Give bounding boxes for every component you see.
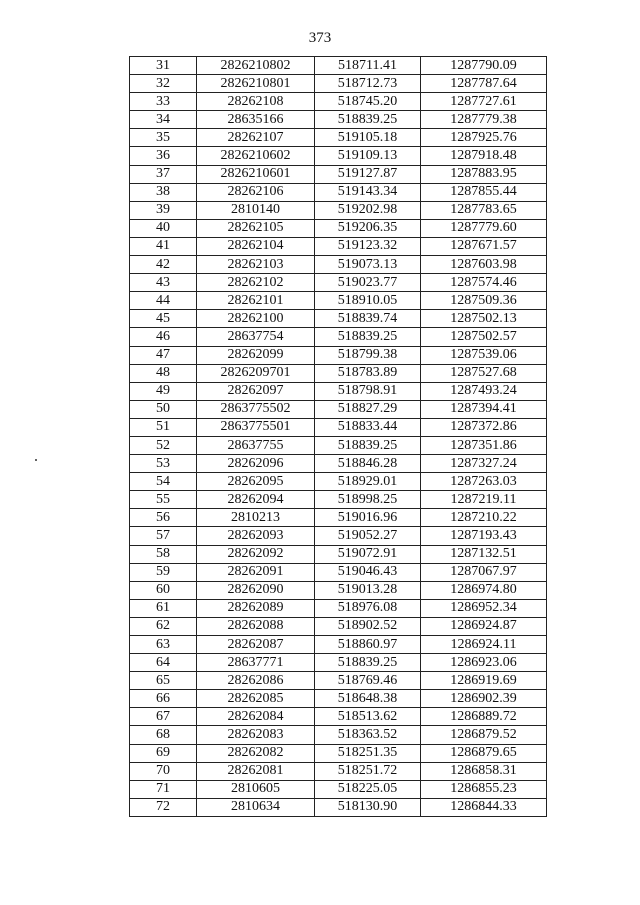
x-coordinate-cell: 518769.46 — [315, 672, 421, 690]
y-coordinate-cell: 1286924.11 — [421, 636, 547, 654]
point-id-cell: 2826210602 — [197, 147, 315, 165]
y-coordinate-cell: 1287855.44 — [421, 183, 547, 201]
table-row — [130, 690, 547, 708]
table-row — [130, 364, 547, 382]
y-coordinate-cell: 1287527.68 — [421, 364, 547, 382]
point-id-cell: 2826210801 — [197, 75, 315, 93]
y-coordinate-cell: 1286974.80 — [421, 581, 547, 599]
point-number-cell: 36 — [130, 147, 197, 165]
point-number-cell: 46 — [130, 328, 197, 346]
x-coordinate-cell: 518839.25 — [315, 111, 421, 129]
table-row — [130, 400, 547, 418]
y-coordinate-cell: 1287779.38 — [421, 111, 547, 129]
table-row — [130, 527, 547, 545]
point-id-cell: 28262104 — [197, 237, 315, 255]
y-coordinate-cell: 1287727.61 — [421, 93, 547, 111]
point-id-cell: 28637755 — [197, 436, 315, 454]
table-row — [130, 654, 547, 672]
y-coordinate-cell: 1286919.69 — [421, 672, 547, 690]
y-coordinate-cell: 1287193.43 — [421, 527, 547, 545]
x-coordinate-cell: 518860.97 — [315, 636, 421, 654]
page-number: 373 — [308, 30, 332, 46]
x-coordinate-cell: 518929.01 — [315, 473, 421, 491]
table-row — [130, 636, 547, 654]
table-row — [130, 726, 547, 744]
point-id-cell: 28262105 — [197, 219, 315, 237]
x-coordinate-cell: 518839.25 — [315, 436, 421, 454]
table-row — [130, 382, 547, 400]
point-id-cell: 28262092 — [197, 545, 315, 563]
point-number-cell: 43 — [130, 274, 197, 292]
x-coordinate-cell: 518513.62 — [315, 708, 421, 726]
point-id-cell: 28262093 — [197, 527, 315, 545]
x-coordinate-cell: 518998.25 — [315, 491, 421, 509]
x-coordinate-cell: 519016.96 — [315, 509, 421, 527]
table-row — [130, 346, 547, 364]
y-coordinate-cell: 1286902.39 — [421, 690, 547, 708]
point-id-cell: 28262082 — [197, 744, 315, 762]
y-coordinate-cell: 1286879.52 — [421, 726, 547, 744]
point-id-cell: 28262106 — [197, 183, 315, 201]
y-coordinate-cell: 1287779.60 — [421, 219, 547, 237]
x-coordinate-cell: 519105.18 — [315, 129, 421, 147]
x-coordinate-cell: 518833.44 — [315, 418, 421, 436]
x-coordinate-cell: 518798.91 — [315, 382, 421, 400]
x-coordinate-cell: 519023.77 — [315, 274, 421, 292]
x-coordinate-cell: 519123.32 — [315, 237, 421, 255]
table-row — [130, 798, 547, 816]
y-coordinate-cell: 1287327.24 — [421, 455, 547, 473]
y-coordinate-cell: 1287790.09 — [421, 57, 547, 75]
point-number-cell: 52 — [130, 436, 197, 454]
point-number-cell: 41 — [130, 237, 197, 255]
point-id-cell: 28262102 — [197, 274, 315, 292]
point-number-cell: 42 — [130, 256, 197, 274]
point-id-cell: 2826209701 — [197, 364, 315, 382]
point-id-cell: 2810140 — [197, 201, 315, 219]
point-id-cell: 28637771 — [197, 654, 315, 672]
y-coordinate-cell: 1286889.72 — [421, 708, 547, 726]
point-number-cell: 53 — [130, 455, 197, 473]
y-coordinate-cell: 1287502.57 — [421, 328, 547, 346]
table-row — [130, 545, 547, 563]
point-number-cell: 60 — [130, 581, 197, 599]
point-id-cell: 2810605 — [197, 780, 315, 798]
y-coordinate-cell: 1287918.48 — [421, 147, 547, 165]
x-coordinate-cell: 518902.52 — [315, 617, 421, 635]
table-row — [130, 436, 547, 454]
point-number-cell: 65 — [130, 672, 197, 690]
point-number-cell: 61 — [130, 599, 197, 617]
y-coordinate-cell: 1287539.06 — [421, 346, 547, 364]
y-coordinate-cell: 1287132.51 — [421, 545, 547, 563]
y-coordinate-cell: 1287787.64 — [421, 75, 547, 93]
table-row — [130, 418, 547, 436]
table-row — [130, 147, 547, 165]
x-coordinate-cell: 518839.74 — [315, 310, 421, 328]
point-number-cell: 40 — [130, 219, 197, 237]
table-row — [130, 201, 547, 219]
y-coordinate-cell: 1286844.33 — [421, 798, 547, 816]
point-id-cell: 28262085 — [197, 690, 315, 708]
point-id-cell: 28262083 — [197, 726, 315, 744]
x-coordinate-cell: 518783.89 — [315, 364, 421, 382]
point-id-cell: 28262096 — [197, 455, 315, 473]
point-number-cell: 47 — [130, 346, 197, 364]
table-row — [130, 491, 547, 509]
point-id-cell: 28262090 — [197, 581, 315, 599]
point-id-cell: 28262086 — [197, 672, 315, 690]
point-number-cell: 51 — [130, 418, 197, 436]
point-id-cell: 2826210601 — [197, 165, 315, 183]
table-body — [130, 57, 547, 817]
x-coordinate-cell: 519013.28 — [315, 581, 421, 599]
point-id-cell: 28262099 — [197, 346, 315, 364]
point-id-cell: 2826210802 — [197, 57, 315, 75]
point-id-cell: 28635166 — [197, 111, 315, 129]
x-coordinate-cell: 519109.13 — [315, 147, 421, 165]
y-coordinate-cell: 1287372.86 — [421, 418, 547, 436]
y-coordinate-cell: 1286952.34 — [421, 599, 547, 617]
x-coordinate-cell: 519206.35 — [315, 219, 421, 237]
x-coordinate-cell: 518711.41 — [315, 57, 421, 75]
table-row — [130, 780, 547, 798]
x-coordinate-cell: 518363.52 — [315, 726, 421, 744]
point-id-cell: 2810634 — [197, 798, 315, 816]
y-coordinate-cell: 1287574.46 — [421, 274, 547, 292]
point-number-cell: 72 — [130, 798, 197, 816]
point-id-cell: 2863775501 — [197, 418, 315, 436]
point-number-cell: 49 — [130, 382, 197, 400]
point-number-cell: 69 — [130, 744, 197, 762]
point-number-cell: 62 — [130, 617, 197, 635]
table-row — [130, 219, 547, 237]
table-row — [130, 57, 547, 75]
point-id-cell: 28262103 — [197, 256, 315, 274]
table-row — [130, 75, 547, 93]
point-id-cell: 28262081 — [197, 762, 315, 780]
table-row — [130, 617, 547, 635]
point-number-cell: 67 — [130, 708, 197, 726]
x-coordinate-cell: 518846.28 — [315, 455, 421, 473]
point-number-cell: 39 — [130, 201, 197, 219]
table-row — [130, 111, 547, 129]
x-coordinate-cell: 519127.87 — [315, 165, 421, 183]
x-coordinate-cell: 518745.20 — [315, 93, 421, 111]
coordinates-table — [129, 56, 547, 817]
point-id-cell: 28262101 — [197, 292, 315, 310]
point-id-cell: 28262094 — [197, 491, 315, 509]
y-coordinate-cell: 1287493.24 — [421, 382, 547, 400]
scan-speck — [35, 459, 37, 461]
x-coordinate-cell: 518839.25 — [315, 654, 421, 672]
table-row — [130, 129, 547, 147]
point-number-cell: 66 — [130, 690, 197, 708]
table-row — [130, 563, 547, 581]
point-number-cell: 48 — [130, 364, 197, 382]
x-coordinate-cell: 519073.13 — [315, 256, 421, 274]
point-number-cell: 54 — [130, 473, 197, 491]
y-coordinate-cell: 1287394.41 — [421, 400, 547, 418]
point-id-cell: 28262107 — [197, 129, 315, 147]
table-row — [130, 274, 547, 292]
x-coordinate-cell: 518130.90 — [315, 798, 421, 816]
table-row — [130, 237, 547, 255]
x-coordinate-cell: 518712.73 — [315, 75, 421, 93]
table-row — [130, 599, 547, 617]
point-id-cell: 28262088 — [197, 617, 315, 635]
x-coordinate-cell: 518251.72 — [315, 762, 421, 780]
point-number-cell: 59 — [130, 563, 197, 581]
point-id-cell: 2810213 — [197, 509, 315, 527]
y-coordinate-cell: 1286923.06 — [421, 654, 547, 672]
point-number-cell: 58 — [130, 545, 197, 563]
table-row — [130, 183, 547, 201]
point-number-cell: 63 — [130, 636, 197, 654]
point-number-cell: 31 — [130, 57, 197, 75]
table-row — [130, 744, 547, 762]
point-id-cell: 28262087 — [197, 636, 315, 654]
point-id-cell: 28637754 — [197, 328, 315, 346]
point-id-cell: 28262100 — [197, 310, 315, 328]
table-row — [130, 473, 547, 491]
y-coordinate-cell: 1287210.22 — [421, 509, 547, 527]
table-row — [130, 93, 547, 111]
point-id-cell: 2863775502 — [197, 400, 315, 418]
y-coordinate-cell: 1287263.03 — [421, 473, 547, 491]
table-row — [130, 328, 547, 346]
point-number-cell: 37 — [130, 165, 197, 183]
table-row — [130, 581, 547, 599]
x-coordinate-cell: 518910.05 — [315, 292, 421, 310]
x-coordinate-cell: 518648.38 — [315, 690, 421, 708]
point-id-cell: 28262084 — [197, 708, 315, 726]
point-number-cell: 45 — [130, 310, 197, 328]
y-coordinate-cell: 1287067.97 — [421, 563, 547, 581]
point-number-cell: 64 — [130, 654, 197, 672]
point-number-cell: 33 — [130, 93, 197, 111]
point-id-cell: 28262095 — [197, 473, 315, 491]
y-coordinate-cell: 1287671.57 — [421, 237, 547, 255]
y-coordinate-cell: 1286858.31 — [421, 762, 547, 780]
x-coordinate-cell: 518225.05 — [315, 780, 421, 798]
point-number-cell: 32 — [130, 75, 197, 93]
y-coordinate-cell: 1287925.76 — [421, 129, 547, 147]
table-row — [130, 509, 547, 527]
table-row — [130, 256, 547, 274]
point-number-cell: 44 — [130, 292, 197, 310]
point-number-cell: 55 — [130, 491, 197, 509]
y-coordinate-cell: 1287219.11 — [421, 491, 547, 509]
point-number-cell: 71 — [130, 780, 197, 798]
y-coordinate-cell: 1286924.87 — [421, 617, 547, 635]
y-coordinate-cell: 1287502.13 — [421, 310, 547, 328]
table-row — [130, 310, 547, 328]
y-coordinate-cell: 1286879.65 — [421, 744, 547, 762]
x-coordinate-cell: 518251.35 — [315, 744, 421, 762]
y-coordinate-cell: 1287509.36 — [421, 292, 547, 310]
y-coordinate-cell: 1287883.95 — [421, 165, 547, 183]
table-row — [130, 762, 547, 780]
x-coordinate-cell: 519046.43 — [315, 563, 421, 581]
point-id-cell: 28262089 — [197, 599, 315, 617]
point-number-cell: 68 — [130, 726, 197, 744]
y-coordinate-cell: 1286855.23 — [421, 780, 547, 798]
table-row — [130, 708, 547, 726]
point-number-cell: 70 — [130, 762, 197, 780]
x-coordinate-cell: 519052.27 — [315, 527, 421, 545]
table-row — [130, 292, 547, 310]
point-number-cell: 50 — [130, 400, 197, 418]
table-row — [130, 455, 547, 473]
point-id-cell: 28262108 — [197, 93, 315, 111]
x-coordinate-cell: 518799.38 — [315, 346, 421, 364]
point-number-cell: 57 — [130, 527, 197, 545]
table-row — [130, 672, 547, 690]
point-number-cell: 35 — [130, 129, 197, 147]
y-coordinate-cell: 1287603.98 — [421, 256, 547, 274]
point-id-cell: 28262097 — [197, 382, 315, 400]
x-coordinate-cell: 518839.25 — [315, 328, 421, 346]
point-id-cell: 28262091 — [197, 563, 315, 581]
x-coordinate-cell: 519202.98 — [315, 201, 421, 219]
x-coordinate-cell: 519143.34 — [315, 183, 421, 201]
point-number-cell: 34 — [130, 111, 197, 129]
y-coordinate-cell: 1287351.86 — [421, 436, 547, 454]
point-number-cell: 38 — [130, 183, 197, 201]
table-row — [130, 165, 547, 183]
x-coordinate-cell: 518976.08 — [315, 599, 421, 617]
point-number-cell: 56 — [130, 509, 197, 527]
x-coordinate-cell: 518827.29 — [315, 400, 421, 418]
y-coordinate-cell: 1287783.65 — [421, 201, 547, 219]
x-coordinate-cell: 519072.91 — [315, 545, 421, 563]
